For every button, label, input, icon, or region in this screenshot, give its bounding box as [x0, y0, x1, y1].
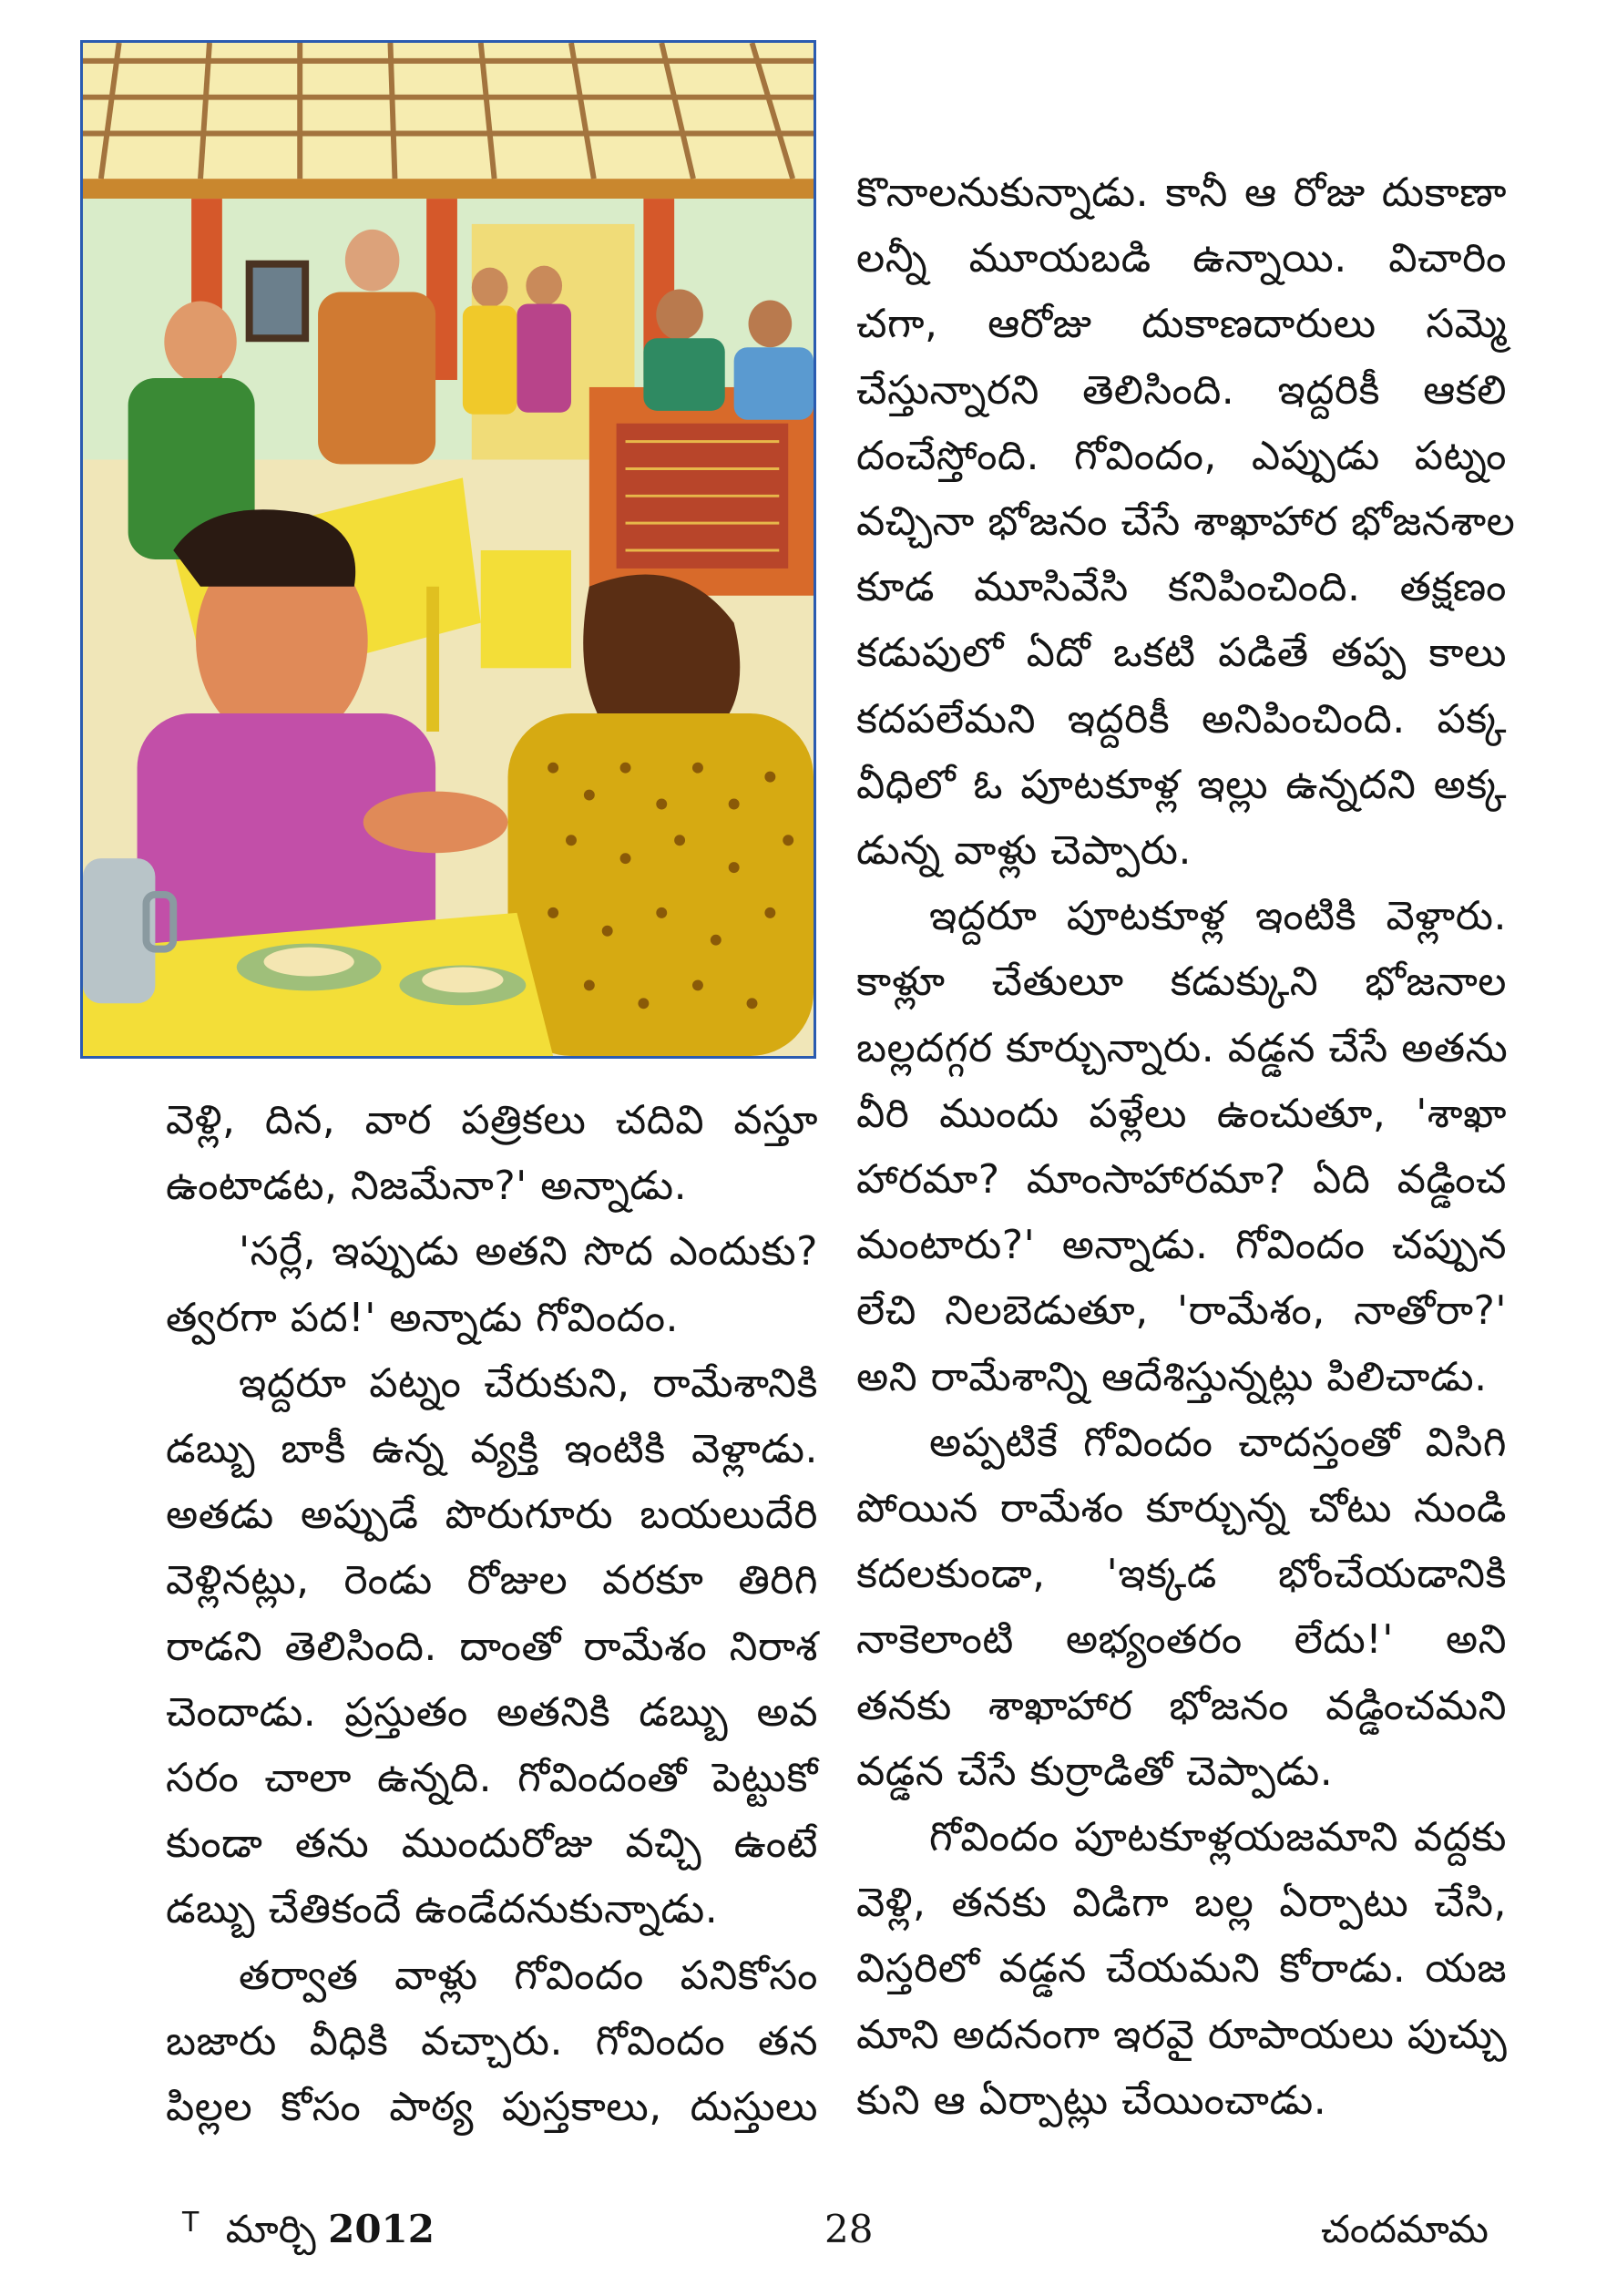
text-line: వెళ్లినట్లు, రెండు రోజుల వరకూ తిరిగి — [166, 1557, 818, 1604]
text-line: కదపలేమని ఇద్దరికీ అనిపించింది. పక్క — [856, 695, 1507, 743]
text-line: డబ్బు బాకీ ఉన్న వ్యక్తి ఇంటికి వెళ్లాడు. — [166, 1426, 818, 1473]
text-line: అప్పటికే గోవిందం చాదస్తంతో విసిగి — [929, 1419, 1507, 1466]
text-line: నాకెలాంటి అభ్యంతరం లేదు!' అని — [856, 1616, 1507, 1664]
text-line: వీధిలో ఓ పూటకూళ్ల ఇల్లు ఉన్నదని అక్క — [856, 761, 1507, 808]
text-line: ఇద్దరూ పట్నం చేరుకుని, రామేశానికి — [239, 1359, 818, 1407]
text-line: వడ్డన చేసే కుర్రాడితో చెప్పాడు. — [856, 1748, 1334, 1795]
text-line: డున్న వాళ్లు చెప్పారు. — [856, 827, 1192, 875]
magazine-name: చందమామ — [1321, 2207, 1489, 2251]
page-footer — [0, 2207, 1617, 2270]
text-line: రాడని తెలిసింది. దాంతో రామేశం నిరాశ — [166, 1623, 818, 1670]
text-line: కొనాలనుకున్నాడు. కానీ ఆ రోజు దుకాణా — [856, 169, 1507, 216]
text-line: తనకు శాఖాహార భోజనం వడ్డించమని — [856, 1682, 1507, 1729]
text-line: మంటారు?' అన్నాడు. గోవిందం చప్పున — [856, 1222, 1507, 1269]
text-line: డబ్బు చేతికందే ఉండేదనుకున్నాడు. — [166, 1886, 719, 1933]
text-line: ఇద్దరూ పూటకూళ్ల ఇంటికి వెళ్లారు. — [929, 893, 1507, 940]
text-line: హారమా? మాంసాహారమా? ఏది వడ్డించ — [856, 1156, 1507, 1204]
issue-month: మార్చి — [225, 2207, 316, 2251]
text-line: విస్తరిలో వడ్డన చేయమని కోరాడు. యజ — [856, 1945, 1507, 1993]
text-line: దంచేస్తోంది. గోవిందం, ఎప్పుడు పట్నం — [856, 432, 1507, 479]
text-line: కుండా తను ముందురోజు వచ్చి ఉంటే — [166, 1820, 818, 1868]
text-line: వెళ్లి, తనకు విడిగా బల్ల ఏర్పాటు చేసి, — [856, 1880, 1507, 1927]
text-line: తర్వాత వాళ్లు గోవిందం పనికోసం — [239, 1952, 818, 1999]
text-line: బజారు వీధికి వచ్చారు. గోవిందం తన — [166, 2017, 818, 2065]
text-line: అతడు అప్పుడే పొరుగూరు బయలుదేరి — [166, 1491, 818, 1539]
story-illustration — [80, 40, 816, 1059]
text-line: లేచి నిలబెడుతూ, 'రామేశం, నాతోరా?' — [856, 1287, 1507, 1335]
text-line: సరం చాలా ఉన్నది. గోవిందంతో పెట్టుకో — [166, 1755, 818, 1802]
page-number: 28 — [824, 2207, 874, 2251]
text-line: మాని అదనంగా ఇరవై రూపాయలు పుచ్చు — [856, 2011, 1508, 2058]
text-line: త్వరగా పద!' అన్నాడు గోవిందం. — [166, 1294, 679, 1341]
text-line: కాళ్లూ చేతులూ కడుక్కుని భోజనాల — [856, 958, 1507, 1006]
text-line: వీరి ముందు పళ్లేలు ఉంచుతూ, 'శాఖా — [856, 1090, 1507, 1137]
text-line: వచ్చినా భోజనం చేసే శాఖాహార భోజనశాల — [856, 498, 1516, 546]
right-text-column — [856, 160, 1516, 2134]
text-line: బల్లదగ్గర కూర్చున్నారు. వడ్డన చేసే అతను — [856, 1024, 1509, 1071]
issue-date — [182, 2207, 435, 2261]
text-line: లన్నీ మూయబడి ఉన్నాయి. విచారిం — [856, 235, 1507, 282]
text-line: చగా, ఆరోజు దుకాణదారులు సమ్మె — [856, 301, 1507, 348]
text-line: కడుపులో ఏదో ఒకటి పడితే తప్ప కాలు — [856, 630, 1507, 677]
issue-year: 2012 — [328, 2207, 435, 2251]
issue-marker: T — [182, 2207, 200, 2239]
text-line: పోయిన రామేశం కూర్చున్న చోటు నుండి — [856, 1485, 1507, 1532]
text-line: అని రామేశాన్ని ఆదేశిస్తున్నట్లు పిలిచాడు. — [856, 1353, 1488, 1400]
left-text-column — [166, 1088, 818, 2140]
text-line: చేస్తున్నారని తెలిసింది. ఇద్దరికీ ఆకలి — [856, 366, 1507, 414]
text-line: చెందాడు. ప్రస్తుతం అతనికి డబ్బు అవ — [166, 1688, 818, 1736]
text-line: 'సర్లే, ఇప్పుడు అతని సొద ఎందుకు? — [239, 1228, 818, 1276]
text-line: కదలకుండా, 'ఇక్కడ భోంచేయడానికి — [856, 1551, 1507, 1598]
text-line: ఉంటాడట, నిజమేనా?' అన్నాడు. — [166, 1163, 688, 1210]
text-line: పిల్లల కోసం పాఠ్య పుస్తకాలు, దుస్తులు — [166, 2084, 818, 2131]
text-line: గోవిందం పూటకూళ్లయజమాని వద్దకు — [929, 1814, 1507, 1861]
text-line: వెళ్లి, దిన, వార పత్రికలు చదివి వస్తూ — [166, 1097, 818, 1143]
restaurant-scene-illustration — [83, 43, 814, 1056]
text-line: కూడ మూసివేసి కనిపించింది. తక్షణం — [856, 564, 1507, 611]
text-line: కుని ఆ ఏర్పాట్లు చేయించాడు. — [856, 2076, 1327, 2124]
